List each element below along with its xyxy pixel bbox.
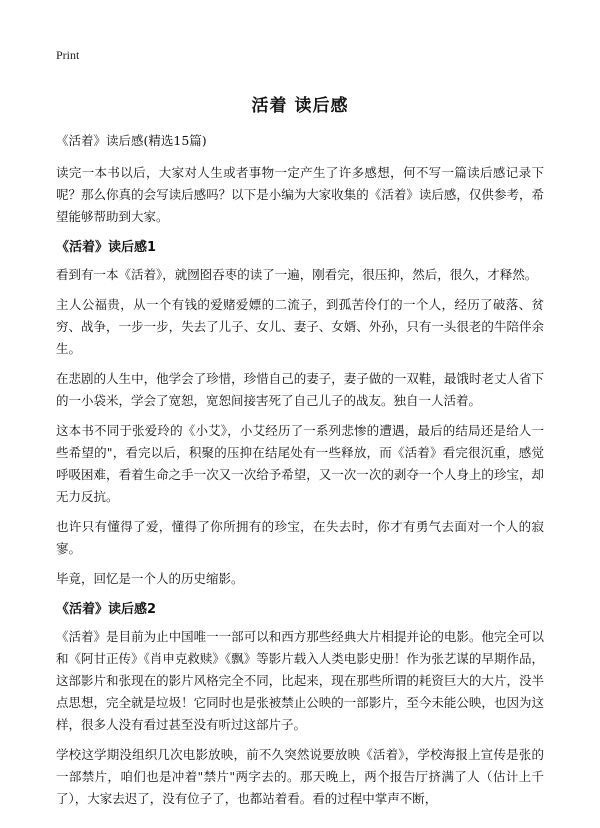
section-paragraph: 毕竟，回忆是一个人的历史缩影。: [56, 571, 244, 586]
section-1: [56, 236, 544, 590]
section-paragraph: 这本书不同于张爱玲的《小艾》，小艾经历了一系列悲惨的遭遇，最后的结局还是给人一些希望的"，看完以后，积聚的压抑在结尾处有一些释放，而《活着》看完很沉重，感觉呼吸困难，看着生命之手一次又一次给予希望，又一次一次的剥夺一个人身上的珍宝，却无力反抗。: [56, 423, 544, 504]
print-link[interactable]: Print: [56, 48, 80, 62]
section-paragraph: 在悲剧的人生中，他学会了珍惜，珍惜自己的妻子，妻子做的一双鞋，最饿时老丈人省下的一小袋米，学会了宽恕，宽恕间接害死了自己儿子的战友。独自一人活着。: [56, 371, 544, 408]
section-paragraph: 看到有一本《活着》，就囫囵吞枣的读了一遍，刚看完，很压抑，然后，很久，才释然。: [56, 267, 538, 282]
section-heading: 《活着》读后感1: [56, 240, 157, 255]
section-2: [56, 598, 544, 810]
intro-paragraph: 读完一本书以后，大家对人生或者事物一定产生了许多感想，何不写一篇读后感记录下呢？那么你真的会写读后感吗？以下是小编为大家收集的《活着》读后感，仅供参考，希望能够帮助到大家。: [56, 165, 544, 224]
section-paragraph: 主人公福贵，从一个有钱的爱赌爱嫖的二流子，到孤苦伶仃的一个人，经历了破落、贫穷、战争，一步一步，失去了儿子、女儿、妻子、女婿、外孙，只有一头很老的牛陪伴余生。: [56, 297, 544, 356]
section-heading: 《活着》读后感2: [56, 602, 157, 617]
document-title: 活着 读后感: [251, 96, 349, 116]
section-paragraph: 也许只有懂得了爱，懂得了你所拥有的珍宝，在失去时，你才有勇气去面对一个人的寂寥。: [56, 519, 544, 556]
document-subtitle: 《活着》读后感(精选15篇): [56, 133, 207, 148]
section-paragraph: 《活着》是目前为止中国唯一一部可以和西方那些经典大片相提并论的电影。他完全可以和《阿甘正传》《肖申克救赎》《飘》等影片载入人类电影史册！作为张艺谋的早期作品，这部影片和张现在的影片风格完全不同，比起来，现在那些所谓的耗资巨大的大片，没半点思想，完全就是垃圾！它同时也是张被禁止公映的一部影片，至今未能公映，也因为这样，很多人没有看过甚至没有听过这部片子。: [56, 629, 544, 732]
section-paragraph: 学校这学期没组织几次电影放映，前不久突然说要放映《活着》，学校海报上宣传是张的一部禁片，咱们也是冲着"禁片"两字去的。那天晚上，两个报告厅挤满了人（估计上千了），大家去迟了，没有位子了，也都站着看。看的过程中掌声不断，: [56, 747, 544, 806]
